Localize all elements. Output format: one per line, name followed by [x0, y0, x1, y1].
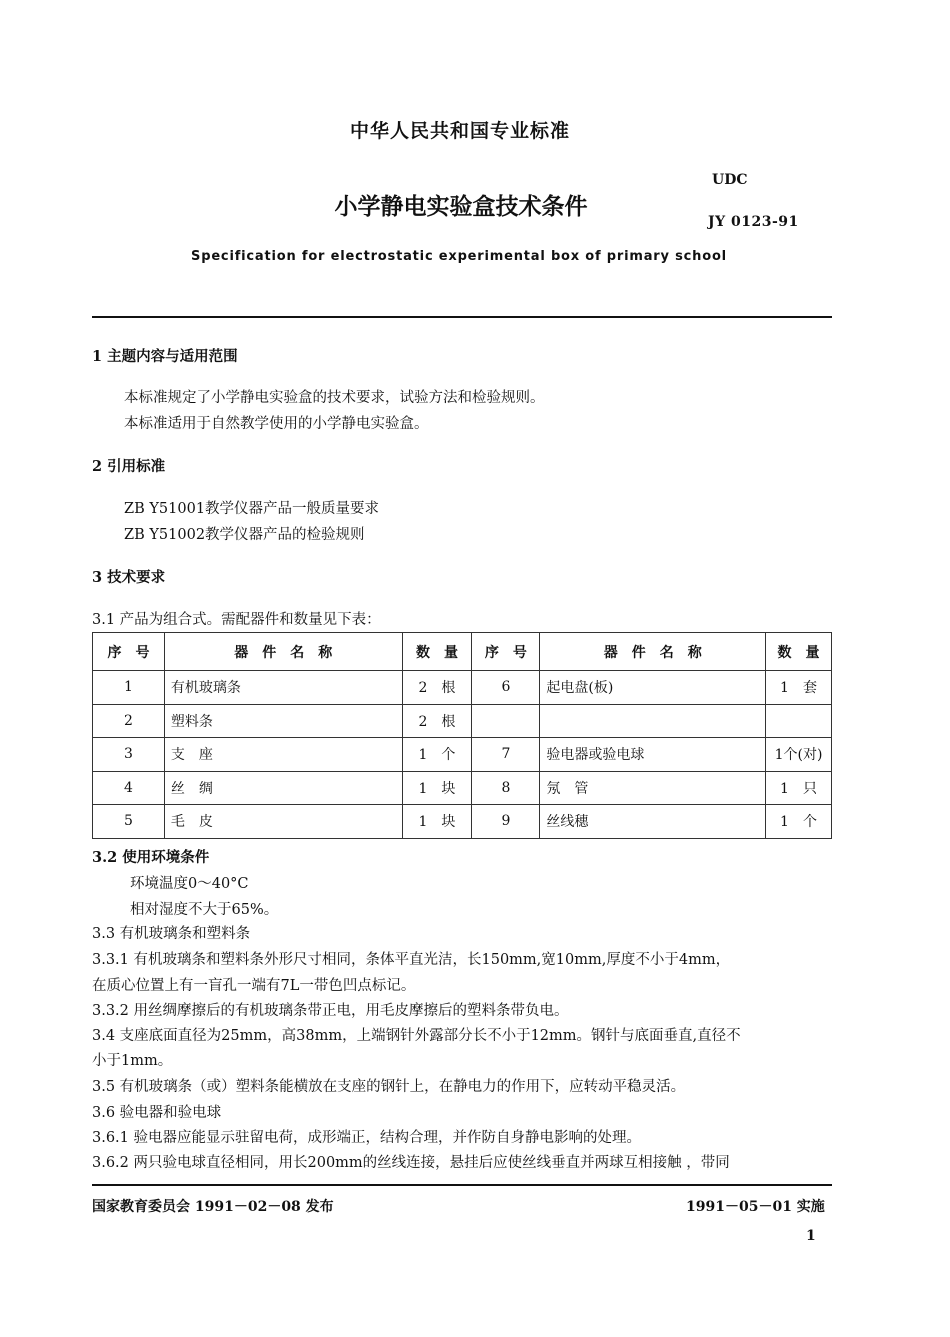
header-quantity: 数 量: [766, 633, 832, 671]
cell-index: 5: [93, 805, 165, 839]
reference-2: ZB Y51002教学仪器产品的检验规则: [124, 527, 365, 543]
section-2-heading: 2 引用标准: [92, 458, 166, 475]
cell-index: 9: [472, 805, 540, 839]
document-title: 小学静电实验盒技术条件: [334, 193, 588, 220]
clause-3-4-line-1: 3.4 支座底面直径为25mm，高38mm，上端钢针外露部分长不小于12mm。钢针与底面垂直,直径不: [92, 1028, 741, 1044]
clause-3-6-1: 3.6.1 验电器应能显示驻留电荷，成形端正，结构合理，并作防自身静电影响的处理。: [92, 1130, 642, 1146]
clause-3-2-heading: 3.2 使用环境条件: [92, 849, 210, 866]
cell-quantity: 2 根: [402, 704, 472, 738]
cell-index: [472, 704, 540, 738]
section-1-heading: 1 主题内容与适用范围: [92, 348, 238, 365]
table-row: [93, 671, 832, 705]
clause-3-6-2: 3.6.2 两只验电球直径相同，用长200mm的丝线连接，悬挂后应使丝线垂直并两球互相接触 ，带同: [92, 1155, 730, 1171]
standard-code: JY 0123-91: [708, 214, 799, 230]
components-table: [92, 632, 832, 839]
page-number: 1: [806, 1228, 816, 1244]
cell-component-name: 验电器或验电球: [540, 738, 766, 772]
clause-3-6-heading: 3.6 验电器和验电球: [92, 1105, 222, 1121]
header-component-name: 器 件 名 称: [540, 633, 766, 671]
standard-category: 中华人民共和国专业标准: [349, 120, 570, 142]
cell-component-name: 有机玻璃条: [164, 671, 402, 705]
cell-quantity: 1 个: [402, 738, 472, 772]
cell-quantity: 1 只: [766, 771, 832, 805]
cell-index: 2: [93, 704, 165, 738]
cell-component-name: 毛 皮: [164, 805, 402, 839]
cell-component-name: 丝线穗: [540, 805, 766, 839]
cell-component-name: 起电盘(板): [540, 671, 766, 705]
issue-info: 国家教育委员会 1991－02－08 发布: [92, 1199, 334, 1215]
clause-3-3-1-line-2: 在质心位置上有一盲孔一端有7L一带色凹点标记。: [92, 978, 416, 994]
cell-index: 6: [472, 671, 540, 705]
cell-index: 1: [93, 671, 165, 705]
cell-index: 3: [93, 738, 165, 772]
header-index: 序 号: [93, 633, 165, 671]
cell-component-name: 丝 绸: [164, 771, 402, 805]
clause-3-4-line-2: 小于1mm。: [92, 1053, 173, 1069]
top-divider: [92, 316, 832, 318]
cell-index: 4: [93, 771, 165, 805]
table-row: [93, 704, 832, 738]
cell-component-name: [540, 704, 766, 738]
table-header-row: [93, 633, 832, 671]
cell-quantity: 1个(对): [766, 738, 832, 772]
clause-3-2-humidity: 相对湿度不大于65%。: [130, 902, 279, 918]
cell-quantity: 2 根: [402, 671, 472, 705]
cell-quantity: 1 块: [402, 771, 472, 805]
cell-quantity: 1 块: [402, 805, 472, 839]
header-quantity: 数 量: [402, 633, 472, 671]
udc-label: UDC: [712, 172, 748, 188]
table-row: [93, 805, 832, 839]
clause-3-2-temperature: 环境温度0～40°C: [130, 876, 249, 892]
cell-quantity: [766, 704, 832, 738]
clause-3-3-heading: 3.3 有机玻璃条和塑料条: [92, 926, 251, 942]
section-1-paragraph-2: 本标准适用于自然教学使用的小学静电实验盒。: [124, 416, 429, 432]
section-1-paragraph-1: 本标准规定了小学静电实验盒的技术要求，试验方法和检验规则。: [124, 390, 545, 406]
english-title: Specification for electrostatic experimental box of primary school: [191, 249, 727, 264]
section-3-1-intro: 3.1 产品为组合式。需配器件和数量见下表：: [92, 612, 381, 628]
cell-quantity: 1 套: [766, 671, 832, 705]
table-row: [93, 771, 832, 805]
clause-3-3-2: 3.3.2 用丝绸摩擦后的有机玻璃条带正电，用毛皮摩擦后的塑料条带负电。: [92, 1003, 569, 1019]
cell-index: 7: [472, 738, 540, 772]
header-index: 序 号: [472, 633, 540, 671]
cell-index: 8: [472, 771, 540, 805]
cell-component-name: 氖 管: [540, 771, 766, 805]
cell-component-name: 支 座: [164, 738, 402, 772]
cell-quantity: 1 个: [766, 805, 832, 839]
header-component-name: 器 件 名 称: [164, 633, 402, 671]
clause-3-5: 3.5 有机玻璃条（或）塑料条能横放在支座的钢针上，在静电力的作用下，应转动平稳灵活。: [92, 1079, 686, 1095]
clause-3-3-1-line-1: 3.3.1 有机玻璃条和塑料条外形尺寸相同，条体平直光洁，长150mm,宽10mm,厚度不小于4mm，: [92, 952, 731, 968]
reference-1: ZB Y51001教学仪器产品一般质量要求: [124, 501, 380, 517]
section-3-heading: 3 技术要求: [92, 569, 166, 586]
implementation-date: 1991－05－01 实施: [686, 1199, 825, 1215]
cell-component-name: 塑料条: [164, 704, 402, 738]
table-row: [93, 738, 832, 772]
bottom-divider: [92, 1184, 832, 1186]
